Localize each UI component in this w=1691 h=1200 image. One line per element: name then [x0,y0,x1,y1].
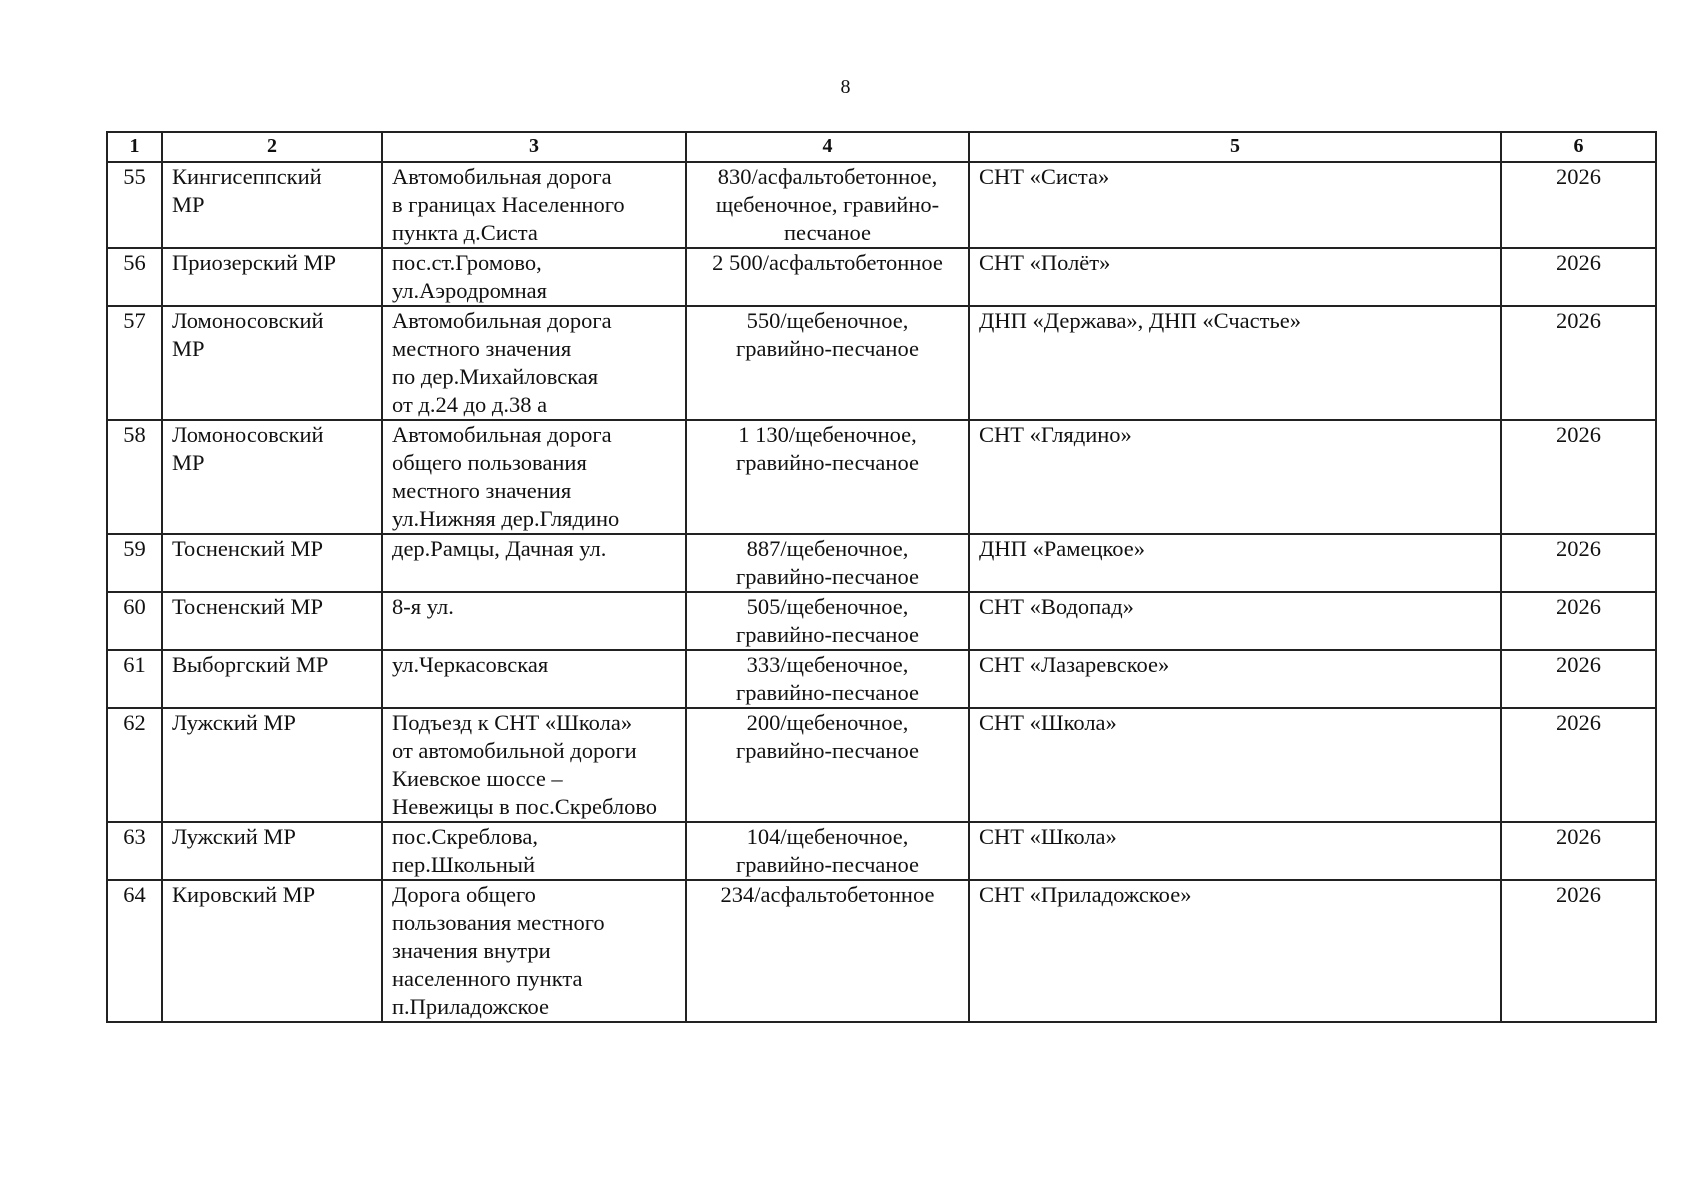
district-cell-text: Выборгский МР [172,652,329,677]
header-col-6: 6 [1501,132,1656,162]
row-number-text: 55 [123,164,146,189]
road-cell-text: Подъезд к СНТ «Школа» от автомобильной дороги Киевское шоссе – Невежицы в пос.Скреблово [392,710,658,819]
object-cell-text: СНТ «Приладожское» [979,882,1192,907]
district-cell [162,650,382,708]
header-row [107,132,1656,162]
road-cell-text: Дорога общего пользования местного значения внутри населенного пункта п.Приладожское [392,882,605,1019]
table-row [107,592,1656,650]
road-cell-text: Автомобильная дорога в границах Населенного пункта д.Систа [392,164,625,245]
road-cell [382,420,686,534]
road-cell-text: 8-я ул. [392,594,454,619]
length-surface-cell-text: 550/щебеночное, гравийно-песчаное [736,308,919,361]
row-number [107,708,162,822]
district-cell [162,162,382,248]
district-cell-text: Лужский МР [172,710,296,735]
length-surface-cell [686,306,969,420]
district-cell [162,248,382,306]
district-cell [162,420,382,534]
object-cell-text: ДНП «Рамецкое» [979,536,1146,561]
district-cell-text: Кингисеппский МР [172,164,322,217]
road-cell-text: пос.ст.Громово, ул.Аэродромная [392,250,548,303]
table-row [107,420,1656,534]
year-cell [1501,880,1656,1022]
object-cell [969,420,1501,534]
district-cell-text: Ломоносовский МР [172,308,324,361]
length-surface-cell [686,880,969,1022]
year-cell [1501,592,1656,650]
row-number [107,822,162,880]
road-cell [382,880,686,1022]
year-cell-text: 2026 [1556,824,1601,849]
table-row [107,248,1656,306]
length-surface-cell [686,162,969,248]
row-number-text: 63 [123,824,146,849]
district-cell [162,708,382,822]
header-col-5: 5 [969,132,1501,162]
table-row [107,880,1656,1022]
year-cell [1501,162,1656,248]
object-cell [969,534,1501,592]
length-surface-cell-text: 830/асфальтобетонное, щебеночное, гравийно- песчаное [715,164,940,245]
year-cell [1501,420,1656,534]
length-surface-cell-text: 234/асфальтобетонное [720,882,935,907]
row-number-text: 64 [123,882,146,907]
road-cell [382,708,686,822]
row-number-text: 62 [123,710,146,735]
district-cell [162,306,382,420]
row-number-text: 60 [123,594,146,619]
row-number [107,880,162,1022]
road-cell-text: ул.Черкасовская [392,652,549,677]
row-number-text: 57 [123,308,146,333]
object-cell [969,650,1501,708]
row-number-text: 58 [123,422,146,447]
row-number [107,248,162,306]
length-surface-cell-text: 200/щебеночное, гравийно-песчаное [736,710,919,763]
road-cell [382,248,686,306]
district-cell-text: Лужский МР [172,824,296,849]
road-cell [382,650,686,708]
length-surface-cell-text: 505/щебеночное, гравийно-песчаное [736,594,919,647]
road-cell-text: Автомобильная дорога общего пользования местного значения ул.Нижняя дер.Глядино [392,422,620,531]
road-cell [382,306,686,420]
row-number [107,162,162,248]
length-surface-cell [686,534,969,592]
road-cell-text: дер.Рамцы, Дачная ул. [392,536,607,561]
district-cell-text: Ломоносовский МР [172,422,324,475]
row-number [107,592,162,650]
object-cell-text: СНТ «Школа» [979,710,1117,735]
year-cell-text: 2026 [1556,710,1601,735]
district-cell-text: Приозерский МР [172,250,337,275]
header-col-4: 4 [686,132,969,162]
year-cell-text: 2026 [1556,882,1601,907]
length-surface-cell-text: 333/щебеночное, гравийно-песчаное [736,652,919,705]
year-cell-text: 2026 [1556,308,1601,333]
object-cell [969,162,1501,248]
table-row [107,534,1656,592]
table-header [107,132,1656,162]
table-body [107,162,1656,1022]
table-row [107,822,1656,880]
year-cell-text: 2026 [1556,250,1601,275]
district-cell [162,534,382,592]
row-number-text: 56 [123,250,146,275]
year-cell [1501,822,1656,880]
road-objects-table [106,131,1657,1023]
length-surface-cell-text: 104/щебеночное, гравийно-песчаное [736,824,919,877]
year-cell-text: 2026 [1556,594,1601,619]
road-cell [382,162,686,248]
object-cell [969,880,1501,1022]
object-cell-text: СНТ «Лазаревское» [979,652,1170,677]
road-cell-text: пос.Скреблова, пер.Школьный [392,824,538,877]
object-cell-text: СНТ «Школа» [979,824,1117,849]
road-cell [382,592,686,650]
district-cell [162,822,382,880]
row-number [107,650,162,708]
page-number: 8 [840,76,851,98]
year-cell-text: 2026 [1556,422,1601,447]
year-cell [1501,650,1656,708]
length-surface-cell-text: 887/щебеночное, гравийно-песчаное [736,536,919,589]
district-cell [162,592,382,650]
length-surface-cell-text: 1 130/щебеночное, гравийно-песчаное [736,422,919,475]
table-row [107,708,1656,822]
year-cell-text: 2026 [1556,536,1601,561]
table-row [107,650,1656,708]
length-surface-cell [686,592,969,650]
object-cell-text: СНТ «Водопад» [979,594,1134,619]
row-number [107,534,162,592]
year-cell [1501,534,1656,592]
length-surface-cell [686,822,969,880]
year-cell [1501,708,1656,822]
length-surface-cell [686,420,969,534]
object-cell [969,248,1501,306]
object-cell-text: СНТ «Полёт» [979,250,1111,275]
header-col-1: 1 [107,132,162,162]
object-cell-text: СНТ «Глядино» [979,422,1132,447]
district-cell-text: Тосненский МР [172,536,324,561]
object-cell [969,306,1501,420]
year-cell-text: 2026 [1556,164,1601,189]
length-surface-cell-text: 2 500/асфальтобетонное [712,250,943,275]
district-cell-text: Тосненский МР [172,594,324,619]
header-col-2: 2 [162,132,382,162]
header-col-3: 3 [382,132,686,162]
length-surface-cell [686,650,969,708]
district-cell-text: Кировский МР [172,882,316,907]
object-cell [969,592,1501,650]
year-cell [1501,248,1656,306]
table-row [107,306,1656,420]
year-cell [1501,306,1656,420]
road-cell [382,534,686,592]
object-cell-text: ДНП «Держава», ДНП «Счастье» [979,308,1301,333]
road-cell-text: Автомобильная дорога местного значения по дер.Михайловская от д.24 до д.38 а [392,308,612,417]
table-row [107,162,1656,248]
district-cell [162,880,382,1022]
row-number-text: 59 [123,536,146,561]
row-number-text: 61 [123,652,146,677]
object-cell-text: СНТ «Систа» [979,164,1110,189]
length-surface-cell [686,708,969,822]
object-cell [969,822,1501,880]
road-cell [382,822,686,880]
length-surface-cell [686,248,969,306]
row-number [107,306,162,420]
object-cell [969,708,1501,822]
row-number [107,420,162,534]
year-cell-text: 2026 [1556,652,1601,677]
